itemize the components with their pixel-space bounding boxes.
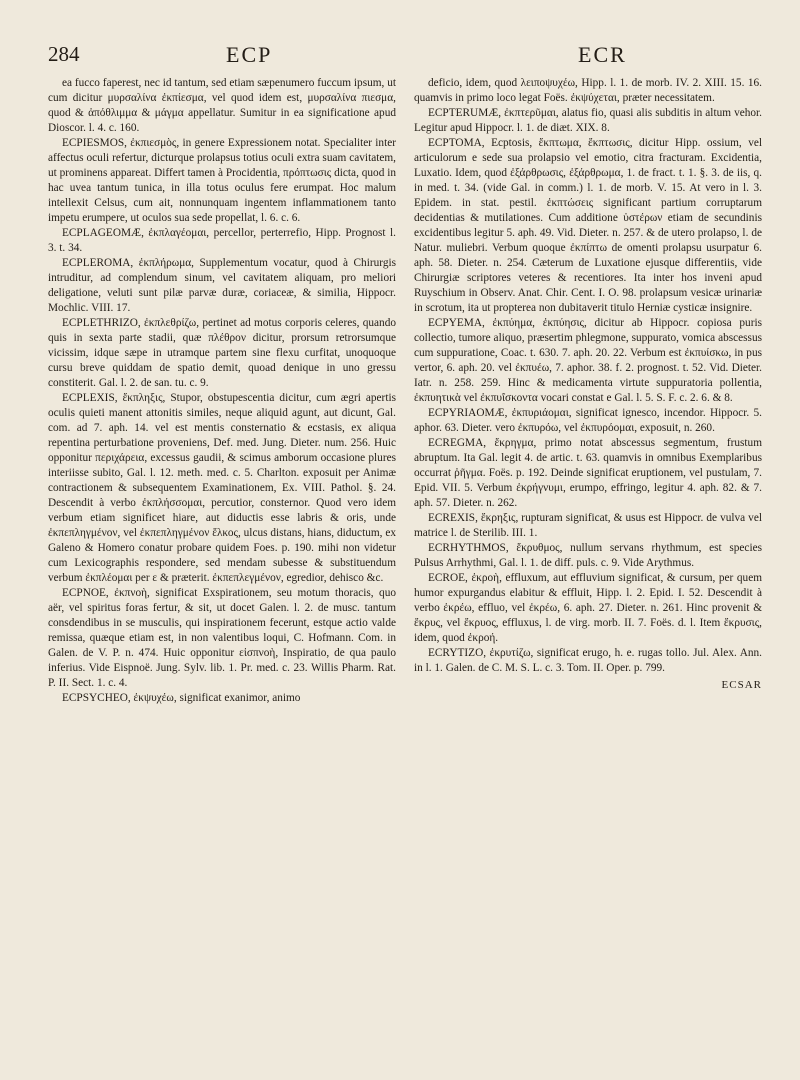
entry-paragraph: ECPNOE, ἐκπνοὴ, significat Exspirationem, seu motum thoracis, quo aër, vel spiritus foras fertur, & sit, ut docet Galen. l. 2. de musc. tantum consdendibus in se musculis, qui inspirationem fecerunt, estque actio valde remissa, quæque etiam est, in non valentibus loqui, C. Hofmann. Com. in Galen. de V. P. n. 474. Huic opponitur εἰσπνοὴ, Inspiratio, de qua paulo inferius. Vide Eispnoë. Jung. Sylv. lib. 1. Pr. med. c. 23. Willis Pharm. Rat. P. II. Sect. 1. c. 4. (48, 587, 396, 689)
running-head-left: ECP (226, 42, 273, 67)
page-header (48, 34, 762, 70)
entry-paragraph: deficio, idem, quod λειποψυχέω, Hipp. l. 1. de morb. IV. 2. XIII. 15. 16. quamvis in primo loco legat Foës. ἐκψύχεται, præter necessitatem. (414, 77, 762, 104)
entry-paragraph: ECPYRIAOMÆ, ἐκπυριάομαι, significat ignesco, incendor. Hippocr. 5. aphor. 63. Dieter. vero ἐκπυρόω, vel ἐκπυρόομαι, exposuit, n. 260. (414, 407, 762, 434)
entry-paragraph: ECPLEROMA, ἐκπλήρωμα, Supplementum vocatur, quod à Chirurgis intruditur, ad complendum sinum, vel cavitatem aliquam, pro meliori deligatione, veluti sunt pilæ parvæ duræ, coriaceæ, & similia, Hippocr. Mochlic. VIII. 17. (48, 257, 396, 314)
catchword: ECSAR (721, 679, 762, 691)
entry-paragraph: ECROE, ἐκροὴ, effluxum, aut effluvium significat, & cursum, per quem humor expurgandus elabitur & effluit, Hipp. l. 2. Epid. I. 52. Descendit à verbo ἐκρέω, effluo, vel ἐκρέω, 6. aph. 27. Dieter. n. 261. Hinc provenit & ἔκρυς, vel ἔκρυος, effluxus, l. de virg. morb. II. 7. Foës. d. l. Item ἔκρυσις, idem, quod ἐκροή. (414, 572, 762, 644)
entry-paragraph: ECPYEMA, ἐκπύημα, ἐκπύησις, dicitur ab Hippocr. copiosa puris collectio, tumore aliquo, præsertim phlegmone, suppurato, vomica abscessus cum suppuratione, Coac. t. 630. 7. aph. 20. 22. Verbum est ἐκπυίσκω, in pus vertor, 6. aph. 20. vel ἐκπυέω, 7. aphor. 38. f. 2. prognost. t. 52. Vid. Dieter. Iatr. n. 258. 259. Hinc & medicamenta virtute suppuratoria pollentia, ἐκπυητικὰ vel ἐκπυΐσκοντα vocari constat e Gal. l. 5. S. F. c. 2. 6. & 8. (414, 317, 762, 404)
entry-paragraph: ECPLEXIS, ἔκπληξις, Stupor, obstupescentia dicitur, cum ægri apertis oculis quieti manent attonitis similes, neque aliquid agunt, aut dicunt, Gal. com. ad 7. aph. 14. vel est mentis consternatio & ecstasis, ex aliqua repentina perturbatione proveniens, Def. med. Jung. Dieter. num. 256. Huic opponitur περιχάρεια, excessus gaudii, & scimus amborum occasione plures interiisse subito, Gal. l. 12. meth. med. c. 5. Charlton. exposuit per Animæ contractionem & subsequentem Examinationem, Ex. VIII. Pathol. §. 24. Descendit à verbo ἐκπλήσσομαι, percutior, consternor. Quod vero idem verbum etiam significet hiare, aut diductis esse labris & oris, unde ἐκπεπληγμένον, vel ἐκπεπληγμένον ἕλκος, ulcus distans, hians, diductum, ex Galeno & Homero conatur probare quidem Foes. p. 190. mihi non videtur cum Lexicographis respondere, sed mendam subesse & substituendum verbum ἐκπλέομαι per ε & præterit. ἐκπεπλεγμένον, egredior, dehisco &c. (48, 392, 396, 584)
entry-paragraph: ECPLAGEOMÆ, ἐκπλαγέομαι, percellor, perterrefio, Hipp. Prognost l. 3. t. 34. (48, 227, 396, 254)
entry-paragraph: ea fucco faperest, nec id tantum, sed etiam sæpenumero fuccum ipsum, ut cum dicitur μυρσαλίνα ἐκπίεσμα, vel quod idem est, μυρσαλίνα πιεσμα, quod & ἀπόθλιμμα & μάγμα appellatur. Sumitur in ea significatione apud Dioscor. l. 4. c. 160. (48, 77, 396, 134)
entry-paragraph: ECREXIS, ἔκρηξις, rupturam significat, & usus est Hippocr. de vulva vel matrice l. de Sterilib. III. 1. (414, 512, 762, 539)
right-column (414, 76, 762, 706)
page-number: 284 (48, 42, 80, 66)
entry-paragraph: ECRHYTHMOS, ἔκρυθμος, nullum servans rhythmum, est species Pulsus Arrhythmi, Gal. l. 1. de diff. puls. c. 9. Vide Arythmus. (414, 542, 762, 569)
left-column (48, 76, 396, 706)
entry-paragraph: ECPTERUMÆ, ἐκπτερῦμαι, alatus fio, quasi alis subditis in altum vehor. Legitur apud Hippocr. l. 1. de diæt. XIX. 8. (414, 107, 762, 134)
two-column-text (48, 76, 762, 706)
entry-paragraph: ECREGMA, ἔκρηγμα, primo notat abscessus segmentum, frustum abruptum. Ita Gal. legit 4. de artic. t. 63. quamvis in omnibus Exemplaribus occurrat ῥῆγμα. Foës. p. 192. Deinde significat eruptionem, vel pustulam, 7. Epid. VII. 5. Verbum ἐκρήγνυμι, erumpo, effringo, legitur 4. aph. 82. & 7. aph. 57. Dieter. n. 262. (414, 437, 762, 509)
running-head-right: ECR (578, 42, 627, 67)
entry-paragraph: ECPIESMOS, ἐκπιεσμὸς, in genere Expressionem notat. Specialiter inter affectus oculi refertur, dicturque prolapsus totius oculi extra suam cavitatem, ut prominens appareat. Differt tamen à Procidentia, πρόπτωσις dicta, quod in hac uvea tantum tunica, in illa totus oculus fere erumpat. Hoc malum intellexit Celsus, cum ait, nonnunquam ingentem inflammationem tanto impetu erumpere, ut oculos sua sede propellat, l. 6. c. 6. (48, 137, 396, 224)
entry-paragraph: ECPTOMA, Ecptosis, ἔκπτωμα, ἔκπτωσις, dicitur Hipp. ossium, vel articulorum e sede sua prolapsio vel emotio, citra fracturam. Excidentia, Luxatio. Idem, quod ἐξάρθρωσις, ἐξάρθρωμα, 1. de fract. t. 1. §. 3. de iis, q. in med. t. 34. (vide Gal. in comm.) l. 1. de morb. V. 15. At vero in l. 3. Epidem. in stat. pestil. ἐκπτώσεις significant partium corruptarum decidentias & mutilationes. Cum additione ὑστέρων etiam de secundinis excidentibus legitur 5. aph. 49. Vid. Dieter. n. 257. & de utero prolapso, l. de Natur. muliebri. Verbum quoque ἐκπίπτω de omenti prolapsu usurpatur 6. aph. 58. Dieter. n. 254. Cæterum de Luxatione ejusque differentiis, vide Chirurgiæ scriptores veteres & recentiores. Ita inter hos inveni apud Ruyschium in Observ. Anat. Chir. Cent. I. O. 98. prolapsum vesicæ urinariæ in scrotum, ita ut propterea non dubitaverit titulo Herniæ cysticæ insignire. (414, 137, 762, 314)
entry-paragraph: ECPLETHRIZO, ἐκπλεθρίζω, pertinet ad motus corporis celeres, quando quis in sexta parte stadii, quæ πλέθρον dicitur, prorsum retrorsumque vicissim, idque sæpe in utramque partem sine flexu curfitat, unoquoque cursu breve quiddam de spatio demit, quoad denique in uno gressu constiterit. Gal. l. 2. de san. tu. c. 9. (48, 317, 396, 389)
entry-paragraph: ECPSYCHEO, ἐκψυχέω, significat exanimor, animo (62, 692, 301, 704)
entry-paragraph: ECRYTIZO, ἐκρυτίζω, significat erugo, h. e. rugas tollo. Jul. Alex. Ann. in l. 1. Galen. de C. M. S. L. c. 3. Tom. II. Oper. p. 799. (414, 647, 762, 674)
